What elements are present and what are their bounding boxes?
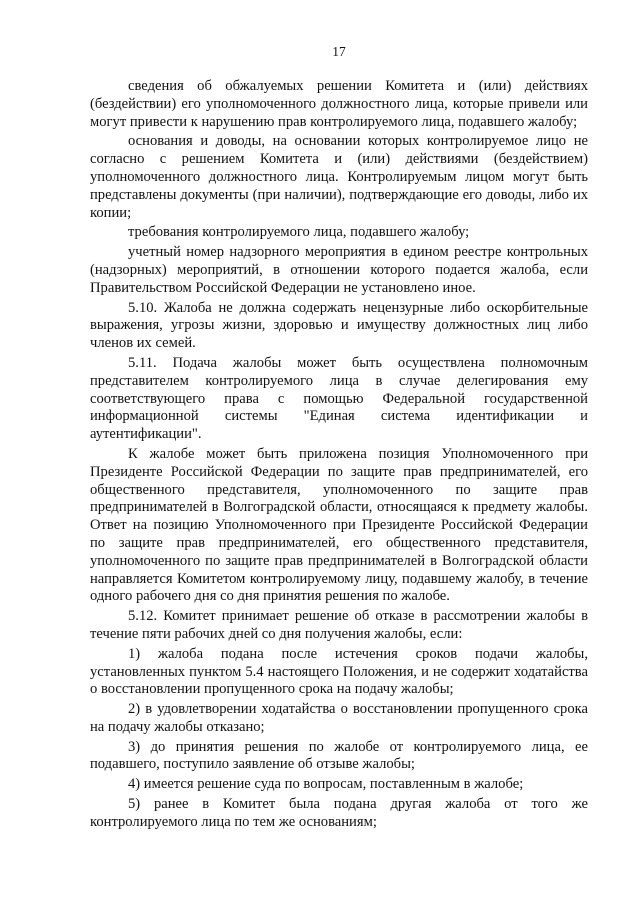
paragraph-registry-number: учетный номер надзорного мероприятия в едином реестре контрольных (надзорных) мероприятий, в отношении которого подается жалоба, если Правительством Российской Федерации не установлено иное.	[90, 244, 588, 296]
page-number: 17	[332, 44, 346, 59]
list-item-4: 4) имеется решение суда по вопросам, поставленным в жалобе;	[128, 776, 524, 793]
list-item-5: 5) ранее в Комитет была подана другая жалоба от того же контролируемого лица по тем же основаниям;	[90, 796, 588, 830]
paragraph-appeal-info: сведения об обжалуемых решении Комитета и (или) действиях (бездействии) его уполномоченного должностного лица, которые привели или могут привести к нарушению прав контролируемого лица, подавшего жалобу;	[90, 78, 588, 130]
list-item-1: 1) жалоба подана после истечения сроков подачи жалобы, установленных пунктом 5.4 настоящего Положения, и не содержит ходатайства о восстановлении пропущенного срока на подачу жалобы;	[90, 645, 588, 698]
paragraph-5-11: 5.11. Подача жалобы может быть осуществлена полномочным представителем контролируемого лица в случае делегирования ему соответствующего права с помощью Федеральной государственной информационной системы "Единая система идентификации и аутентификации".	[90, 354, 588, 443]
paragraph-ombudsman-position: К жалобе может быть приложена позиция Уполномоченного при Президенте Российской Федерации по защите прав предпринимателей, его общественного представителя, уполномоченного по защите прав предпринимателей в Волгоградской области, относящаяся к предмету жалобы. Ответ на позицию Уполномоченного при Президенте Российской Федерации по защите прав предпринимателей, его общественного представителя, уполномоченного по защите прав предпринимателей в Волгоградской области направляется Комитетом контролируемому лицу, подавшему жалобу, в течение одного рабочего дня со дня принятия решения по жалобе.	[90, 445, 588, 605]
paragraph-grounds: основания и доводы, на основании которых контролируемое лицо не согласно с решением Комитета и (или) действиями (бездействием) уполномоченного должностного лица. Контролируемым лицом могут быть представлены документы (при наличии), подтверждающие его доводы, либо их копии;	[90, 133, 588, 221]
paragraph-requirements: требования контролируемого лица, подавшего жалобу;	[128, 224, 470, 241]
list-item-3: 3) до принятия решения по жалобе от контролируемого лица, ее подавшего, поступило заявление об отзыве жалобы;	[90, 738, 588, 773]
list-item-2: 2) в удовлетворении ходатайства о восстановлении пропущенного срока на подачу жалобы отказано;	[90, 701, 588, 735]
paragraph-5-12: 5.12. Комитет принимает решение об отказе в рассмотрении жалобы в течение пяти рабочих дней со дня получения жалобы, если:	[90, 608, 588, 642]
paragraph-5-10: 5.10. Жалоба не должна содержать нецензурные либо оскорбительные выражения, угрозы жизни, здоровью и имуществу должностных лиц либо членов их семей.	[90, 299, 588, 352]
